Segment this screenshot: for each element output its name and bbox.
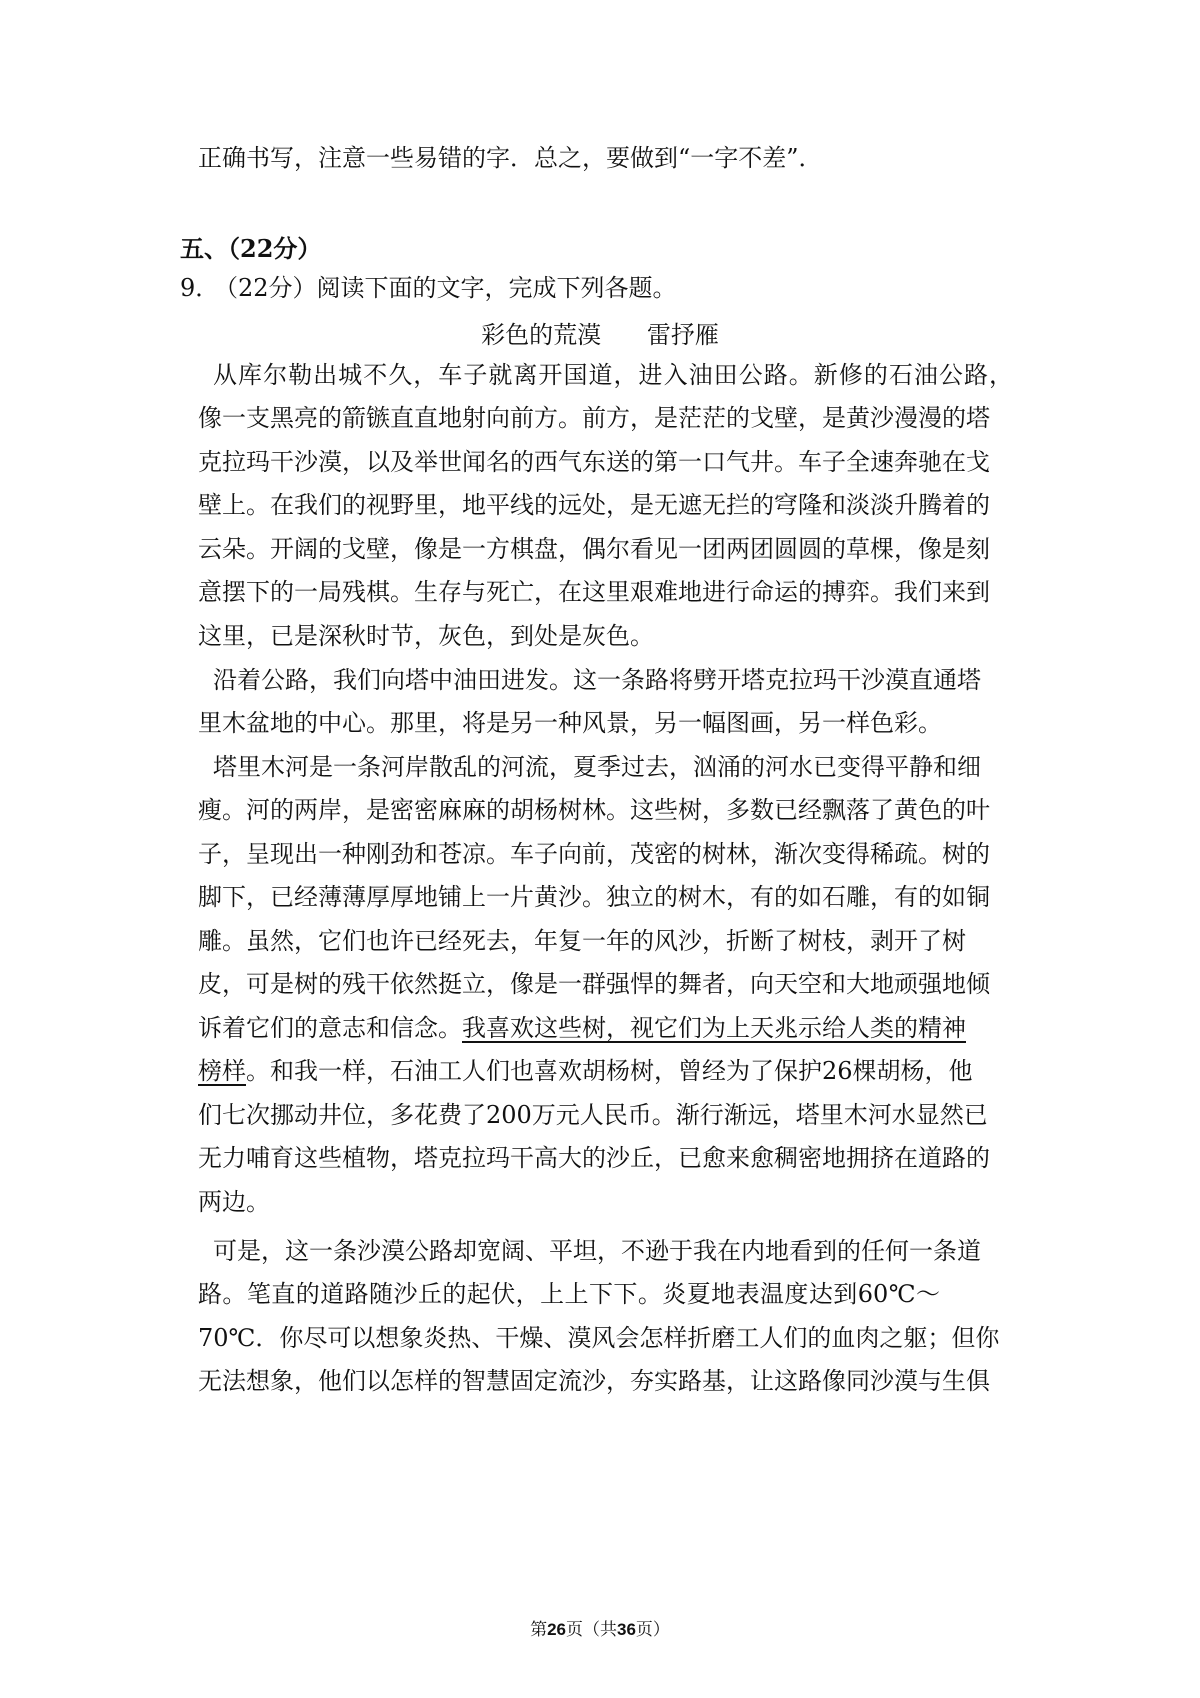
text-line: 瘦。河的两岸，是密密麻麻的胡杨树林。这些树，多数已经飘落了黄色的叶 [198, 796, 990, 824]
plain-text: 诉着它们的意志和信念。 [198, 1014, 462, 1042]
text-line: 雕。虽然，它们也许已经死去，年复一年的风沙，折断了树枝，剥开了树 [198, 927, 966, 955]
text-line: 皮，可是树的残干依然挺立，像是一群强悍的舞者，向天空和大地顽强地倾 [198, 970, 990, 998]
footer-page-number: 26 [547, 1620, 566, 1639]
text-line: 意摆下的一局残棋。生存与死亡，在这里艰难地进行命运的搏弈。我们来到 [198, 578, 990, 606]
text-line: 克拉玛干沙漠，以及举世闻名的西气东送的第一口气井。车子全速奔驰在戈 [198, 448, 990, 476]
page-footer [0, 1618, 1200, 1642]
footer-middle: 页（共 [566, 1620, 617, 1640]
text-line: 无力哺育这些植物，塔克拉玛干高大的沙丘，已愈来愈稠密地拥挤在道路的 [198, 1144, 990, 1172]
footer-prefix: 第 [530, 1620, 548, 1640]
text-line: 子，呈现出一种刚劲和苍凉。车子向前，茂密的树林，渐次变得稀疏。树的 [198, 840, 990, 868]
text-line: 从库尔勒出城不久，车子就离开国道，进入油田公路。新修的石油公路， [213, 361, 1013, 389]
question-line [180, 270, 677, 306]
plain-text: 。和我一样，石油工人们也喜欢胡杨树，曾经为了保护26棵胡杨，他 [246, 1057, 973, 1085]
text-line [198, 1010, 966, 1046]
underlined-sentence: 我喜欢这些树，视它们为上天兆示给人类的精神 [462, 1014, 966, 1042]
text-line: 脚下，已经薄薄厚厚地铺上一片黄沙。独立的树木，有的如石雕，有的如铜 [198, 883, 990, 911]
text-line: 们七次挪动井位，多花费了200万元人民币。渐行渐远，塔里木河水显然已 [198, 1101, 988, 1129]
footer-total-pages: 36 [617, 1620, 636, 1639]
text-line: 这里，已是深秋时节，灰色，到处是灰色。 [198, 622, 654, 650]
text-line: 可是，这一条沙漠公路却宽阔、平坦，不逊于我在内地看到的任何一条道 [213, 1237, 981, 1265]
text-line: 70℃．你尽可以想象炎热、干燥、漠风会怎样折磨工人们的血肉之躯；但你 [198, 1324, 1000, 1352]
section-heading: 五、（22分） [180, 234, 322, 263]
intro-line: 正确书写，注意一些易错的字．总之，要做到“一字不差”． [198, 144, 823, 172]
text-line: 无法想象，他们以怎样的智慧固定流沙，夯实路基，让这路像同沙漠与生俱 [198, 1367, 990, 1395]
footer-suffix: 页） [635, 1620, 670, 1640]
text-line: 路。笔直的道路随沙丘的起伏，上上下下。炎夏地表温度达到60℃～ [198, 1280, 940, 1308]
text-line: 两边。 [198, 1188, 270, 1216]
question-text: （22分）阅读下面的文字，完成下列各题。 [214, 274, 677, 302]
text-line [198, 1053, 973, 1089]
underlined-sentence-end: 榜样 [198, 1057, 246, 1085]
text-line: 塔里木河是一条河岸散乱的河流，夏季过去，汹涌的河水已变得平静和细 [213, 753, 981, 781]
text-line: 云朵。开阔的戈壁，像是一方棋盘，偶尔看见一团两团圆圆的草棵，像是刻 [198, 535, 990, 563]
question-number: 9． [180, 274, 220, 302]
article-title: 彩色的荒漠 雷抒雁 [481, 321, 719, 349]
text-line: 沿着公路，我们向塔中油田进发。这一条路将劈开塔克拉玛干沙漠直通塔 [213, 666, 981, 694]
text-line: 像一支黑亮的箭镞直直地射向前方。前方，是茫茫的戈壁，是黄沙漫漫的塔 [198, 404, 990, 432]
text-line: 壁上。在我们的视野里，地平线的远处，是无遮无拦的穹隆和淡淡升腾着的 [198, 491, 990, 519]
text-line: 里木盆地的中心。那里，将是另一种风景，另一幅图画，另一样色彩。 [198, 709, 942, 737]
